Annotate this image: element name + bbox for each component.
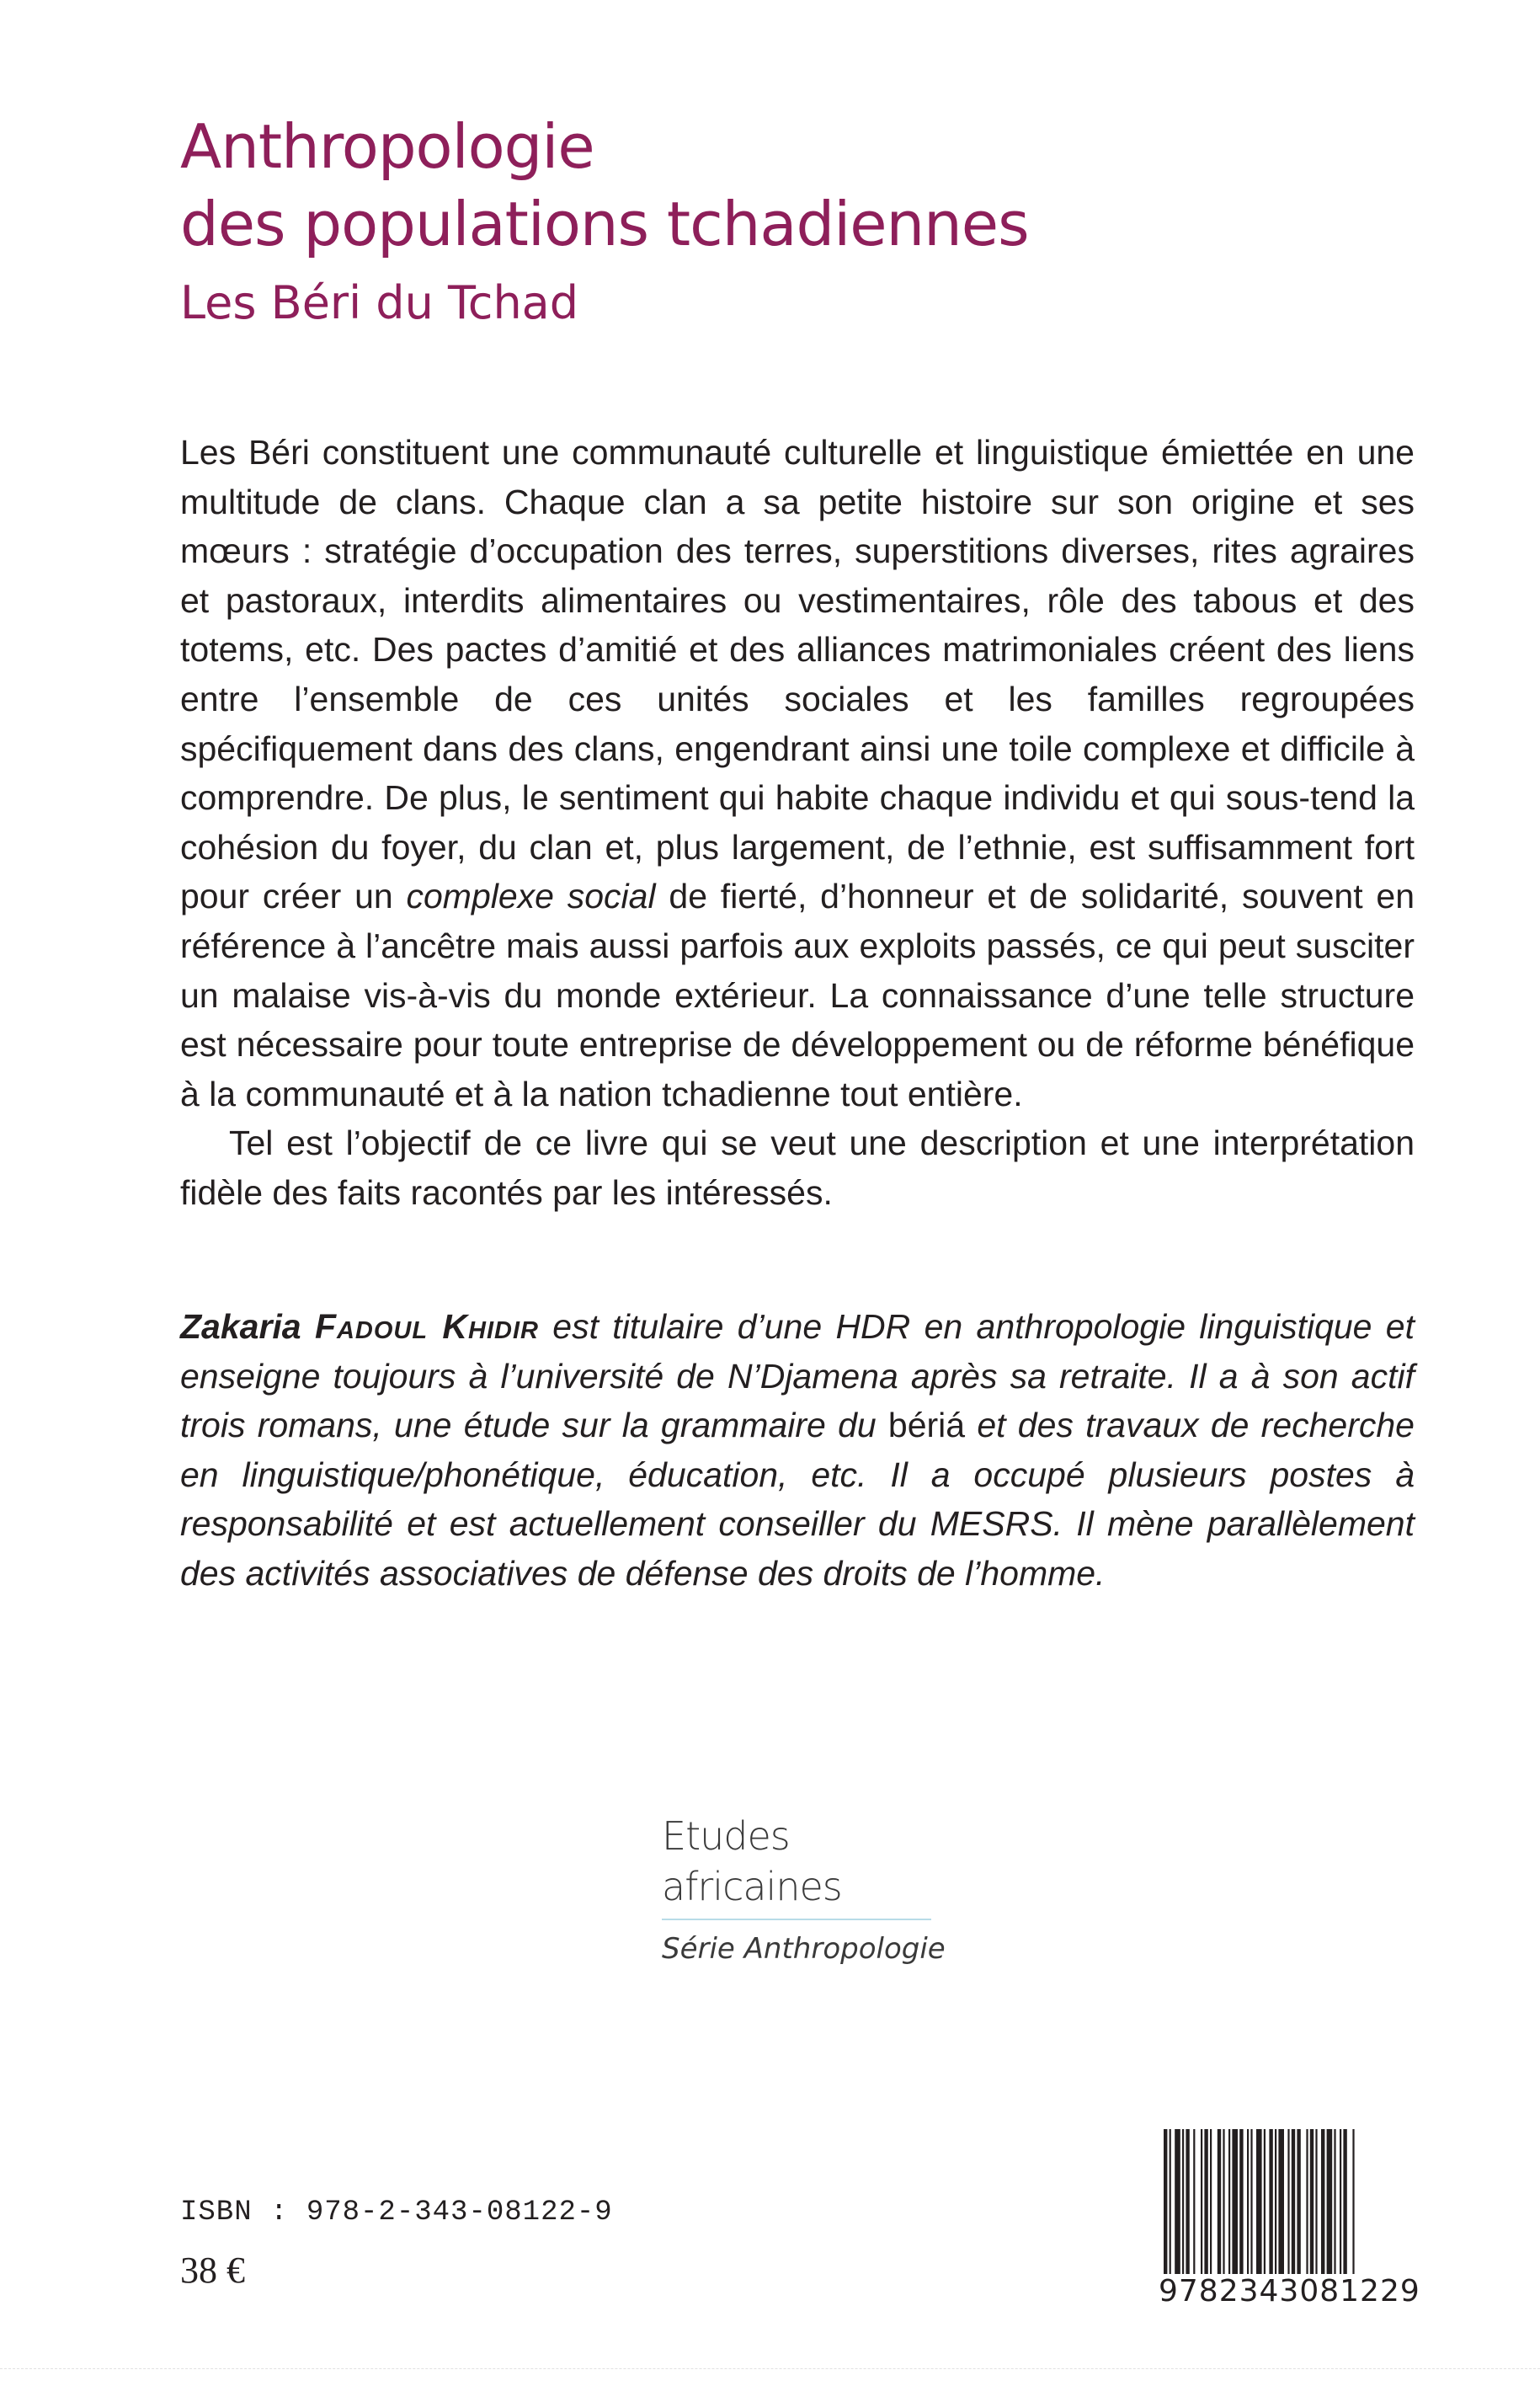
barcode-bar: [1297, 2129, 1300, 2274]
book-subtitle: Les Béri du Tchad: [180, 276, 579, 329]
barcode-bar: [1343, 2129, 1346, 2274]
barcode-bar: [1186, 2129, 1189, 2274]
book-description: [180, 428, 1415, 1218]
barcode-bar: [1264, 2129, 1266, 2274]
book-title-line-2: des populations tchadiennes: [180, 189, 1029, 259]
barcode-bar: [1340, 2129, 1341, 2274]
barcode-bar: [1250, 2129, 1252, 2274]
title-block: [180, 108, 1359, 337]
page-bottom-edge: [0, 2368, 1540, 2374]
description-text-a: Les Béri constituent une communauté culturelle et linguistique émiettée en une multitude de clans. Chaque clan a sa petite histoire sur son origine et ses mœurs : stratégie d’occupation des terres, superstitions diverses, rites agraires et pastoraux, interdits alimentaires ou vestimentaires, rôle des tabous et des totems, etc. Des pactes d’amitié et des alliances matrimoniales créent des liens entre l’ensemble de ces unités sociales et les familles regroupées spécifiquement dans des clans, engendrant ainsi une toile complexe et difficile à comprendre. De plus, le sentiment qui habite chaque individu et qui sous-tend la cohésion du foyer, du clan et, plus largement, de l’ethnie, est suffisamment fort pour créer un: [180, 433, 1415, 916]
author-bio-text-a: est titulaire d’une HDR en anthropologie linguistique et enseigne toujours à l’université de N’Djamena après sa retraite. Il a à son actif trois romans, une étude sur la grammaire du: [180, 1307, 1415, 1445]
barcode-bar: [1306, 2129, 1308, 2274]
barcode-bar: [1310, 2129, 1314, 2274]
series-divider: [662, 1919, 931, 1920]
author-bio-language: bériá: [887, 1406, 966, 1445]
barcode-bar: [1204, 2129, 1207, 2274]
barcode-bar: [1278, 2129, 1284, 2274]
series-subseries: Série Anthropologie: [662, 1932, 946, 1966]
barcode-bar: [1223, 2129, 1224, 2274]
barcode-bar: [1334, 2129, 1335, 2274]
barcode-bar: [1315, 2129, 1317, 2274]
author-last-name: Fadoul Khidir: [314, 1307, 539, 1346]
barcode-bar: [1210, 2129, 1212, 2274]
barcode-bar: [1232, 2129, 1238, 2274]
barcode-bar: [1239, 2129, 1243, 2274]
barcode-bar: [1175, 2129, 1180, 2274]
barcode-bar: [1218, 2129, 1221, 2274]
barcode-bar: [1321, 2129, 1324, 2274]
description-paragraph-2: Tel est l’objectif de ce livre qui se veut une description et une interprétation fidèle des faits racontés par les intéressés.: [180, 1124, 1415, 1212]
price: 38 €: [180, 2250, 245, 2291]
book-title-line-1: Anthropologie: [180, 111, 594, 182]
barcode-bar: [1182, 2129, 1184, 2274]
barcode-bar: [1193, 2129, 1195, 2274]
series-logo: [662, 1811, 948, 1969]
author-first-name: Zakaria: [180, 1307, 301, 1346]
description-text-b: de fierté, d’honneur et de solidarité, souvent en référence à l’ancêtre mais aussi parfois aux exploits passés, ce qui peut susciter un malaise vis-à-vis du monde extérieur. La connaissance d’une telle structure est nécessaire pour toute entreprise de développement ou de réforme bénéfique à la communauté et à la nation tchadienne tout entière.: [180, 877, 1415, 1113]
barcode-bar: [1247, 2129, 1249, 2274]
description-emphasis: complexe social: [406, 877, 656, 916]
author-bio-text-b: et des travaux de recherche en linguistique/phonétique, éducation, etc. Il a occupé plusieurs postes à responsabilité et est actuellement conseiller du MESRS. Il mène parallèlement des activités associatives de défense des droits de l’homme.: [180, 1406, 1415, 1593]
barcode-bar: [1287, 2129, 1289, 2274]
barcode-digits: 9782343081229: [1159, 2274, 1420, 2309]
description-paragraph-1: [180, 428, 1415, 1118]
series-name: Etudes africaines: [662, 1813, 842, 1909]
isbn: ISBN : 978-2-343-08122-9: [180, 2197, 613, 2229]
author-bio: [180, 1302, 1415, 1599]
barcode-bar: [1228, 2129, 1230, 2274]
barcode-bar: [1269, 2129, 1272, 2274]
barcode-bar: [1275, 2129, 1276, 2274]
barcode-bar: [1292, 2129, 1295, 2274]
barcode-bar: [1201, 2129, 1202, 2274]
barcode-bar: [1327, 2129, 1333, 2274]
